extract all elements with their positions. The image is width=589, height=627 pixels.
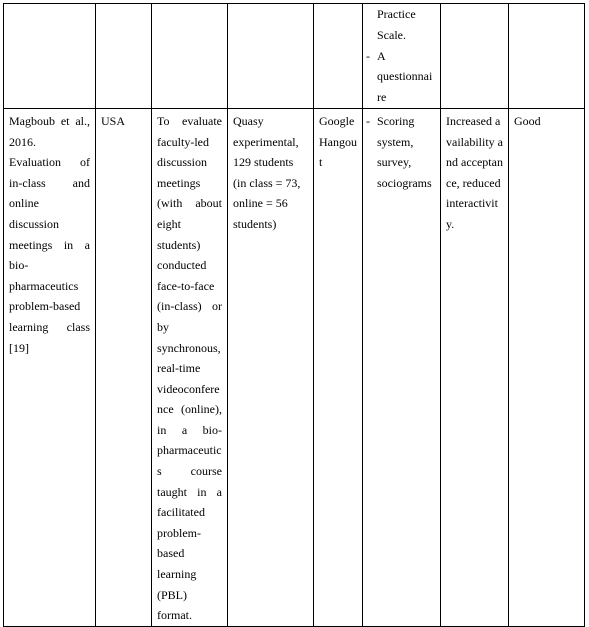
cell-platform bbox=[314, 108, 363, 626]
list-item: - A questionnaire bbox=[366, 48, 433, 105]
cell-study-top bbox=[4, 4, 96, 109]
table-row bbox=[4, 108, 585, 626]
cell-measures-top bbox=[363, 4, 441, 109]
cell-outcome bbox=[441, 108, 509, 626]
study-table bbox=[3, 3, 585, 627]
list-item bbox=[368, 4, 435, 46]
cell-outcome-top bbox=[441, 4, 509, 109]
platform-text: Google Hangout bbox=[319, 113, 357, 170]
cell-design bbox=[228, 108, 314, 626]
cell-aim-top bbox=[152, 4, 228, 109]
table-row-continued bbox=[4, 4, 585, 109]
measures-text: Practice Scale. bbox=[377, 7, 416, 42]
aim-text: To evaluate faculty-led discussion meetings (with about eight students) conducted face-to-face (in-class) or by synchronous, real-time videoconference (online), in a bio-pharmaceutics course taught in a facilitated problem-based learning (PBL) format. bbox=[157, 113, 222, 623]
measures-text: A questionnaire bbox=[377, 48, 433, 105]
cell-design-top bbox=[228, 4, 314, 109]
design-text: Quasy experimental, 129 students (in class = 73, online = 56 students) bbox=[233, 113, 301, 231]
cell-quality bbox=[509, 108, 585, 626]
measures-list-top bbox=[368, 4, 435, 108]
outcome-text: Increased availability and acceptance, reduced interactivity. bbox=[446, 113, 503, 231]
list-item: - Scoring system, survey, sociograms bbox=[366, 113, 432, 190]
cell-country bbox=[96, 108, 152, 626]
study-text: Magboub et al., 2016. Evaluation of in-class and online discussion meetings in a bio-pharmaceutics problem-based learning class [19] bbox=[9, 113, 90, 355]
cell-aim bbox=[152, 108, 228, 626]
measures-text: Scoring system, survey, sociograms bbox=[377, 113, 432, 190]
cell-platform-top bbox=[314, 4, 363, 109]
cell-country-top bbox=[96, 4, 152, 109]
quality-text: Good bbox=[514, 113, 541, 128]
country-text: USA bbox=[101, 113, 126, 128]
cell-quality-top bbox=[509, 4, 585, 109]
measures-list bbox=[368, 111, 435, 193]
cell-study bbox=[4, 108, 96, 626]
cell-measures bbox=[363, 108, 441, 626]
